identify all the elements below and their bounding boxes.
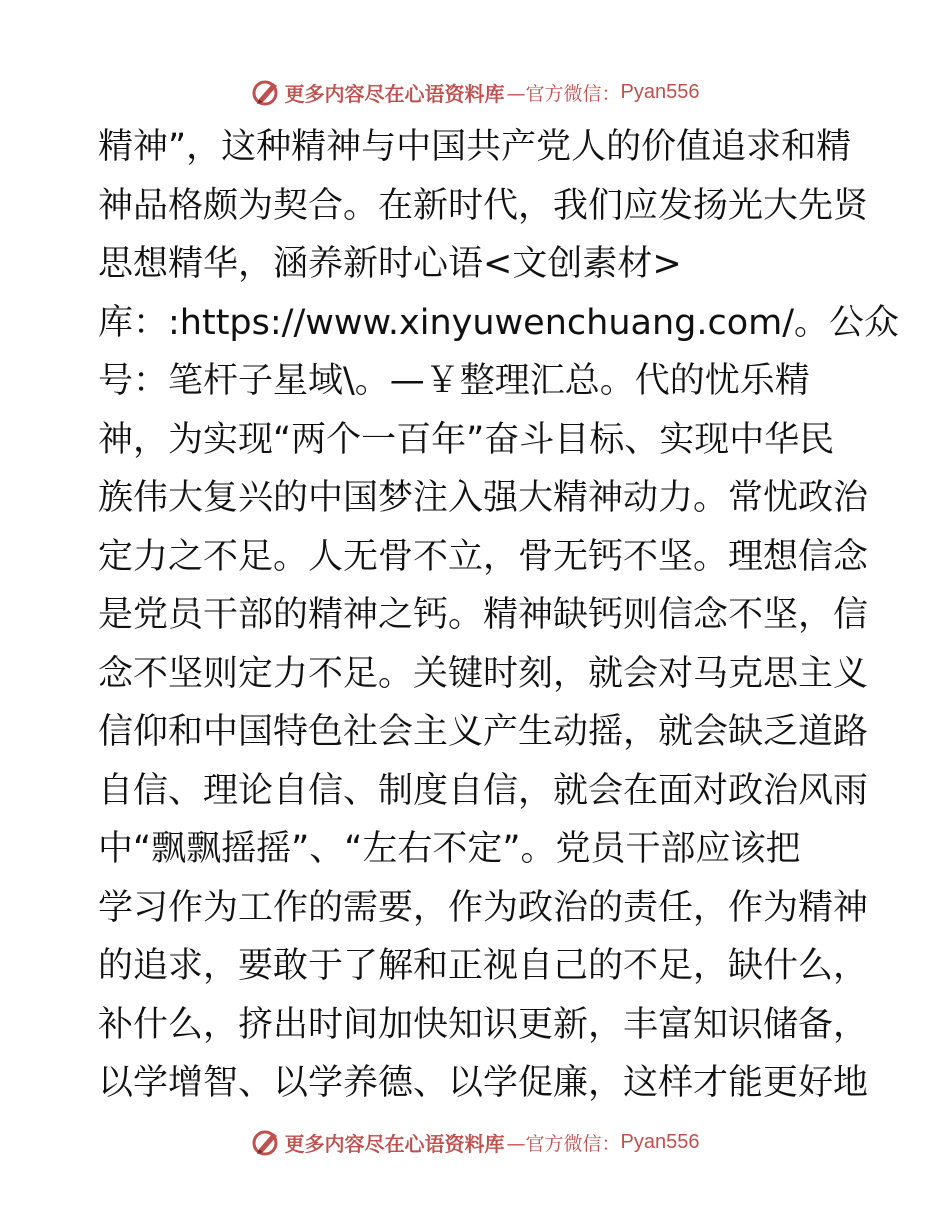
body-line: 学习作为工作的需要，作为政治的责任，作为精神 bbox=[98, 887, 869, 928]
body-line: 神品格颇为契合。在新时代，我们应发扬光大先贤 bbox=[98, 185, 869, 226]
body-line: 思想精华，涵养新时心语<文创素材> bbox=[98, 244, 682, 284]
body-line: 自信、理论自信、制度自信，就会在面对政治风雨 bbox=[98, 770, 869, 811]
body-line: 念不坚则定力不足。关键时刻，就会对马克思主义 bbox=[98, 653, 869, 694]
header-wechat-id: Pyan556 bbox=[620, 80, 700, 103]
pen-logo-icon bbox=[251, 1127, 281, 1157]
document-body bbox=[98, 118, 900, 1113]
header-promo-text: 更多内容尽在心语资料库 bbox=[284, 81, 505, 106]
header-official-label: —官方微信： bbox=[506, 82, 621, 105]
footer-banner bbox=[0, 1122, 950, 1162]
body-line: 号：笔杆子星域\。—￥整理汇总。代的忧乐精 bbox=[98, 361, 810, 401]
body-line: 以学增智、以学养德、以学促廉，这样才能更好地 bbox=[98, 1063, 869, 1103]
body-line: 库：:https://www.xinyuwenchuang.com/。公众 bbox=[98, 302, 900, 343]
body-line: 定力之不足。人无骨不立，骨无钙不坚。理想信念 bbox=[98, 536, 869, 577]
body-line: 补什么，挤出时间加快知识更新，丰富知识储备， bbox=[98, 1004, 869, 1045]
body-line: 的追求，要敢于了解和正视自己的不足，缺什么， bbox=[98, 946, 869, 986]
body-line: 是党员干部的精神之钙。精神缺钙则信念不坚，信 bbox=[98, 595, 869, 635]
body-line: 精神”，这种精神与中国共产党人的价值追求和精 bbox=[98, 127, 852, 167]
body-line: 信仰和中国特色社会主义产生动摇，就会缺乏道路 bbox=[98, 712, 869, 752]
body-line: 中“飘飘摇摇”、“左右不定”。党员干部应该把 bbox=[98, 829, 801, 869]
body-line: 神，为实现“两个一百年”奋斗目标、实现中华民 bbox=[98, 419, 835, 460]
body-line: 族伟大复兴的中国梦注入强大精神动力。常忧政治 bbox=[98, 478, 869, 518]
pen-logo-icon bbox=[251, 77, 281, 107]
footer-official-label: —官方微信： bbox=[506, 1132, 621, 1155]
footer-promo-text: 更多内容尽在心语资料库 bbox=[284, 1131, 505, 1156]
footer-wechat-id: Pyan556 bbox=[620, 1130, 700, 1153]
header-banner bbox=[0, 72, 950, 112]
